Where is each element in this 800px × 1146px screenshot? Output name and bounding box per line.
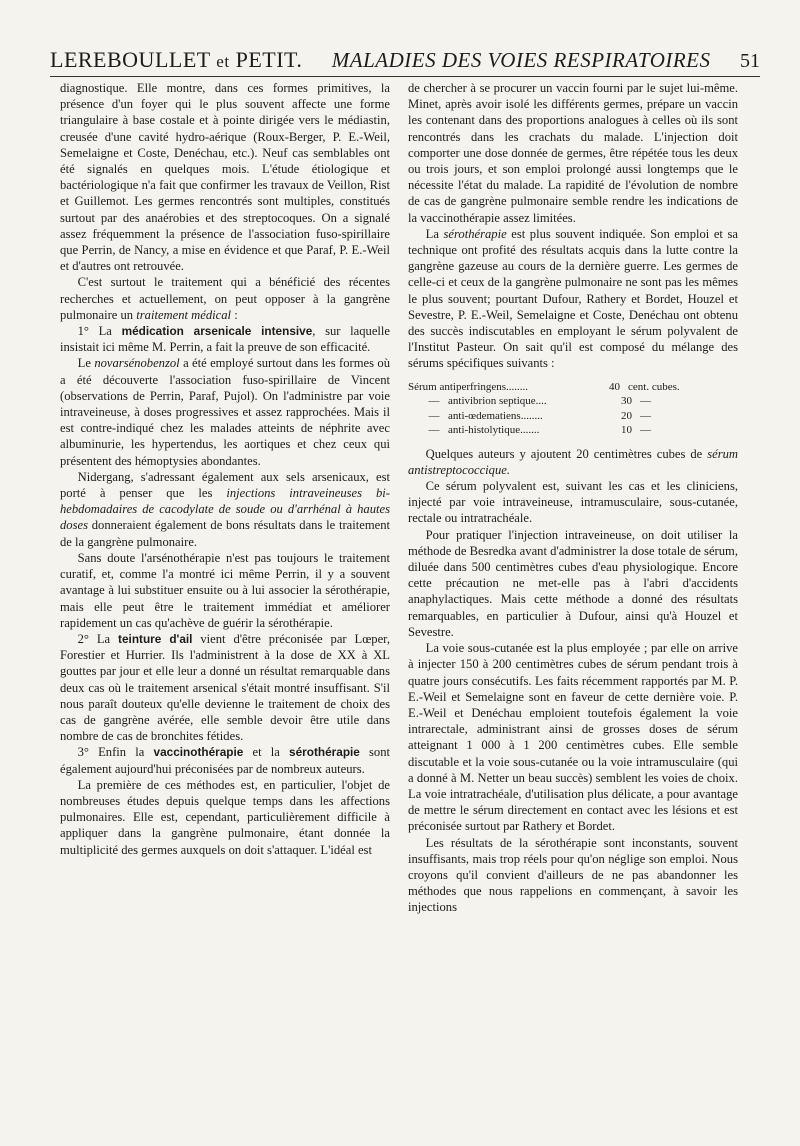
paragraph: Les résultats de la sérothérapie sont inconstants, souvent insuffisants, mais trop réels pour qu'on néglige son emploi. Nous croyons qu'il convient d'ailleurs de ne pas abandonner les méthodes que nous rappelions en commençant, à savoir les injections <box>408 835 738 915</box>
paragraph: diagnostique. Elle montre, dans ces formes primitives, la présence d'un foyer qui le plus souvent affecte une forme triangulaire à base costale et à pointe dirigée vers le médiastin, creusée d'une cavité hydro-aérique (Roux-Berger, P. E.-Weil, Semelaigne et Coste, Denéchau, etc.). Neuf cas semblables ont été signalés en quelques mois. L'étude étiologique et bactériologique n'a fait que confirmer les travaux de Veillon, Rist et Guillemot. Les germes rencontrés sont multiples, constitués surtout par des anaérobies et des streptocoques. On a signalé assez fréquemment la présence de l'association fuso-spirillaire que Perrin, de Nancy, a mise en évidence et que Paraf, P. E.-Weil et d'autres ont retrouvée. <box>60 81 390 274</box>
italic-run: sérum antistreptococcique. <box>408 446 738 477</box>
header-title: MALADIES DES VOIES RESPIRATOIRES <box>331 48 711 72</box>
text-run: a été employé surtout dans les formes où a été découverte l'association fuso-spirillaire de Vincent (observations de Perrin, Paraf, Pujol). On l'administre par voie intraveineuse, à doses progressives et assez rapprochées. Mais il est contre-indiqué chez les malades atteints de néphrite avec albuminurie, les hypertendus, les aortiques et chez ceux qui présentent des hémoptysies abondantes. <box>60 356 390 468</box>
paragraph <box>408 226 738 372</box>
text-run: 1° La <box>77 324 112 339</box>
running-header <box>50 44 760 77</box>
serum-volume: 10 <box>621 424 632 437</box>
text-run: 2° La <box>77 631 111 646</box>
text-run: 3° Enfin la <box>77 745 145 760</box>
paragraph <box>408 446 738 478</box>
text-run: Le <box>77 356 91 371</box>
paragraph <box>60 274 390 323</box>
serum-volume: 30 <box>621 395 632 408</box>
serum-name: antivibrion septique.... <box>448 395 547 408</box>
paragraph: La première de ces méthodes est, en particulier, l'objet de nombreuses études depuis quelque temps dans les affections pulmonaires. Elle est, cependant, particulièrement difficile à appliquer dans la gangrène pulmonaire, étant donnée la multiplicité des germes auxquels on doit s'attaquer. L'idéal est <box>60 777 390 857</box>
serum-volume: 20 <box>621 409 632 422</box>
paragraph: Ce sérum polyvalent est, suivant les cas et les cliniciens, injecté par voie intraveineuse, intramusculaire, sous-cutanée, rectale ou intratrachéale. <box>408 479 738 526</box>
text-run: et la <box>252 745 280 760</box>
serum-unit: — <box>640 395 651 408</box>
table-row <box>408 380 738 395</box>
serum-name: Sérum antiperfringens........ <box>408 380 529 393</box>
text-run: La <box>425 226 439 241</box>
text-run: donneraient également de bons résultats dans le traitement de la gangrène pulmonaire. <box>60 518 390 549</box>
header-authors <box>50 47 302 76</box>
serum-unit: — <box>640 424 651 437</box>
text-run: C'est surtout le traitement qui a bénéficié des récentes recherches et actuellement, on peut opposer à la gangrène pulmonaire un <box>60 275 390 322</box>
text-run: vient d'être préconisée par Lœper, Forestier et Hurrier. Ils l'administrent à la dose de XX à XL gouttes par jour et elle leur a donné un résultat remarquable dans deux cas où le traitement arsenical s'était montré insuffisant. S'il nous paraît douteux qu'elle devienne le traitement de choix des cas de gangrène avérée, elle semble devoir être utile dans nombre de cas de bronchites fétides. <box>60 631 391 744</box>
text-columns <box>60 80 738 916</box>
page-number: 51 <box>739 50 760 72</box>
serum-unit: cent. cubes. <box>628 380 680 393</box>
ditto-mark: — <box>428 409 440 422</box>
bold-run: vaccinothérapie <box>153 745 244 760</box>
paragraph <box>60 469 390 550</box>
italic-run: injections intraveineuses bi-hebdomadaires de cacodylate de soude ou d'arrhénal à hautes doses <box>60 486 390 533</box>
serum-name: anti-œdematiens........ <box>448 409 543 422</box>
text-run: Quelques auteurs y ajoutent 20 centimètres cubes de <box>425 446 703 461</box>
text-run: sont également aujourd'hui préconisées par de nombreux auteurs. <box>60 745 391 776</box>
serum-unit: — <box>640 409 651 422</box>
table-row <box>408 409 738 424</box>
serum-composition-table <box>408 380 738 438</box>
right-column <box>408 80 738 916</box>
left-column <box>60 80 390 916</box>
header-author-1: LEREBOULLET <box>50 47 211 72</box>
table-row <box>408 394 738 409</box>
serum-volume: 40 <box>609 380 620 393</box>
paragraph: Sans doute l'arsénothérapie n'est pas toujours le traitement curatif, et, comme l'a montré ici même Perrin, il y a souvent avantage à lui substituer ensuite ou à lui associer la sérothérapie, mais elle peut être le traitement immédiat et améliorer rapidement un cas qu'achève de guérir la sérothérapie. <box>60 550 390 630</box>
paragraph <box>60 323 390 355</box>
paragraph <box>60 631 390 744</box>
header-conjunction: et <box>216 52 230 71</box>
italic-run: novarsénobenzol <box>94 356 180 371</box>
serum-name: anti-histolytique....... <box>448 424 540 437</box>
text-run: : <box>234 307 238 322</box>
paragraph: de chercher à se procurer un vaccin fourni par le sujet lui-même. Minet, après avoir isolé les différents germes, prépare un vaccin les contenant dans des proportions analogues à celles où ils sont rencontrés dans les crachats du malade. L'injection doit comporter une dose donnée de germes, être répétée tous les deux ou trois jours, et son emploi prolongé aussi longtemps que le nécessite l'état du malade. La rapidité de l'évolution de nombre de cas de gangrène pulmonaire semble rendre les indications de la vaccinothérapie assez limitées. <box>408 81 738 225</box>
table-row <box>408 423 738 438</box>
paragraph <box>60 355 390 468</box>
bold-run: médication arsenicale intensive <box>121 324 313 339</box>
header-author-2: PETIT. <box>235 47 303 72</box>
ditto-mark: — <box>428 424 440 437</box>
text-run: , sur laquelle insistait ici même M. Perrin, a fait la preuve de son efficacité. <box>60 324 391 355</box>
paragraph: La voie sous-cutanée est la plus employée ; par elle on arrive à injecter 150 à 200 centimètres cubes de sérum pendant trois à quatre jours consécutifs. Les faits récemment rapportés par M. P. E.-Weil et Semelaigne sont en faveur de cette dernière voie. P. E.-Weil et Denéchau emploient toutefois également la voie intrarectale, administrant ainsi de grosses doses de sérum atteignant 1 000 à 1 200 centimètres cubes. Elle semble discutable et la voie sous-cutanée ou la voie intramusculaire (qui a donné à M. Netter un beau succès) semblent les voies de choix. La voie intratrachéale, d'utilisation plus délicate, a pour avantage de mettre le sérum directement en contact avec les lésions et est préconisée surtout par Rathery et Bordet. <box>408 641 738 834</box>
paragraph <box>60 744 390 776</box>
text-run: Nidergang, s'adressant également aux sels arsenicaux, est porté à penser que les <box>60 469 390 501</box>
paragraph: Pour pratiquer l'injection intraveineuse, on doit utiliser la méthode de Besredka avant d'administrer la dose totale de sérum, diluée dans 500 centimètres cubes d'eau physiologique. Encore cette précaution ne met-elle pas à l'abri d'accidents anaphylactiques. Mais cette méthode a donné des résultats remarquables, en particulier à Dufour, ainsi qu'à Houzel et Sevestre. <box>408 527 738 639</box>
italic-run: sérothérapie <box>443 226 507 241</box>
bold-run: sérothérapie <box>289 745 360 760</box>
ditto-mark: — <box>428 395 440 408</box>
italic-run: traitement médical <box>136 307 232 322</box>
bold-run: teinture d'ail <box>118 631 193 646</box>
text-run: est plus souvent indiquée. Son emploi et sa technique ont profité des résultats acquis dans la lutte contre la gangrène gazeuse au cours de la dernière guerre. Les germes de celle-ci et ceux de la gangrène pulmonaire ne sont pas les mêmes le plus souvent; pourtant Dufour, Rathery et Bordet, Houzel et Sevestre, P. E.-Weil, Semelaigne et Coste, Denéchau ont obtenu des succès indiscutables en employant le sérum polyvalent de l'Institut Pasteur. On sait qu'il est composé du mélange des sérums spécifiques suivants : <box>408 226 738 371</box>
